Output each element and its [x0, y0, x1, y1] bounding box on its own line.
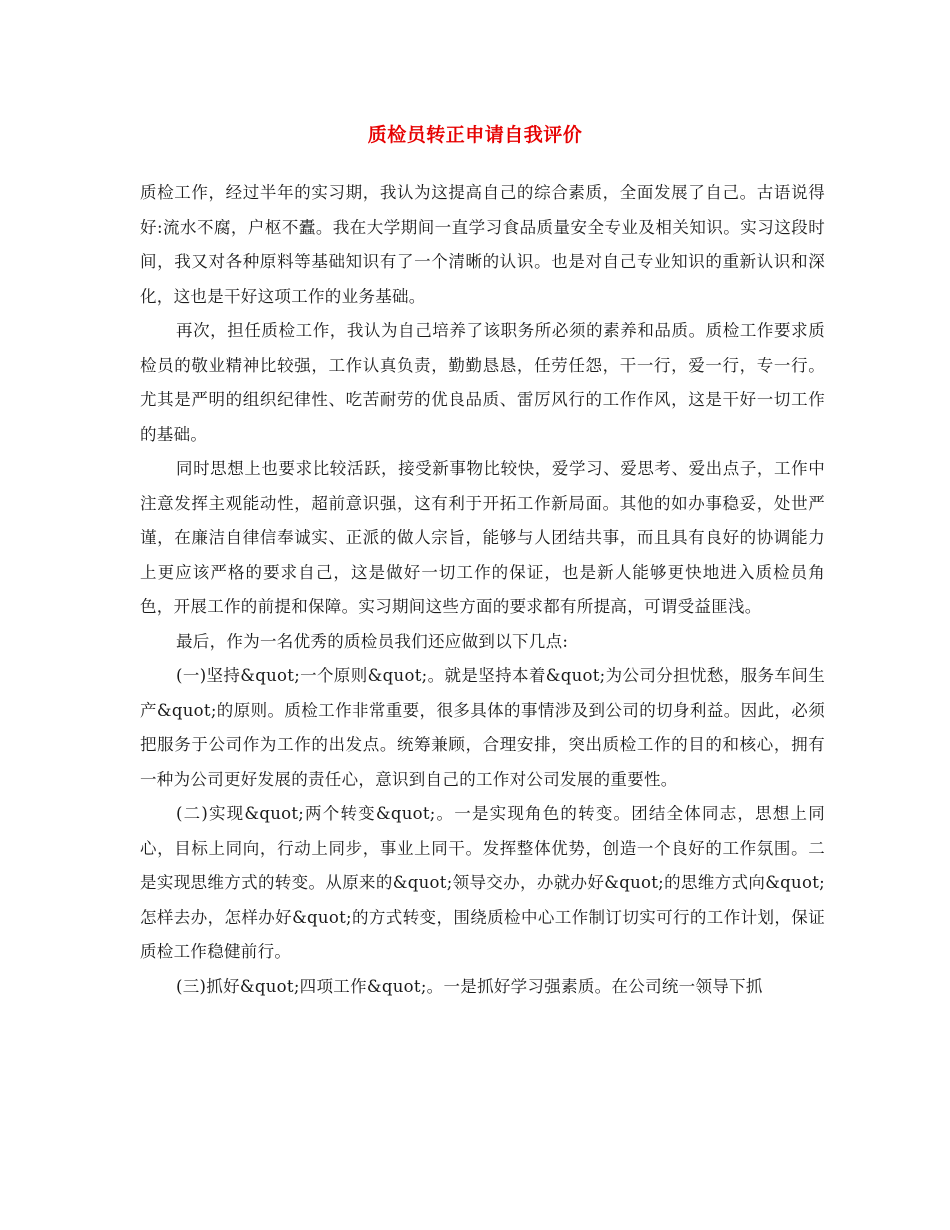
- paragraph-6: (二)实现&quot;两个转变&quot;。一是实现角色的转变。团结全体同志，思想上同心，目标上同向，行动上同步，事业上同干。发挥整体优势，创造一个良好的工作氛围。二是实现思维方式的转变。从原来的&quot;领导交办，办就办好&quot;的思维方式向&quot;怎样去办，怎样办好&quot;的方式转变，围绕质检中心工作制订切实可行的工作计划，保证质检工作稳健前行。: [140, 804, 825, 961]
- paragraph-5: (一)坚持&quot;一个原则&quot;。就是坚持本着&quot;为公司分担忧愁，服务车间生产&quot;的原则。质检工作非常重要，很多具体的事情涉及到公司的切身利益。因此，必须把服务于公司作为工作的出发点。统筹兼顾，合理安排，突出质检工作的目的和核心，拥有一种为公司更好发展的责任心，意识到自己的工作对公司发展的重要性。: [140, 666, 825, 789]
- paragraph-4: 最后，作为一名优秀的质检员我们还应做到以下几点:: [176, 631, 569, 651]
- document-body: [140, 176, 825, 1004]
- paragraph-2: 再次，担任质检工作，我认为自己培养了该职务所必须的素养和品质。质检工作要求质检员的敬业精神比较强，工作认真负责，勤勤恳恳，任劳任怨，干一行，爱一行，专一行。尤其是严明的组织纪律性、吃苦耐劳的优良品质、雷厉风行的工作作风，这是干好一切工作的基础。: [140, 321, 825, 444]
- paragraph-7: (三)抓好&quot;四项工作&quot;。一是抓好学习强素质。在公司统一领导下抓: [176, 976, 763, 996]
- paragraph-1: 质检工作，经过半年的实习期，我认为这提高自己的综合素质，全面发展了自己。古语说得好:流水不腐，户枢不蠹。我在大学期间一直学习食品质量安全专业及相关知识。实习这段时间，我又对各种原料等基础知识有了一个清晰的认识。也是对自己专业知识的重新认识和深化，这也是干好这项工作的业务基础。: [140, 183, 825, 306]
- paragraph-3: 同时思想上也要求比较活跃，接受新事物比较快，爱学习、爱思考、爱出点子，工作中注意发挥主观能动性，超前意识强，这有利于开拓工作新局面。其他的如办事稳妥，处世严谨，在廉洁自律信奉诚实、正派的做人宗旨，能够与人团结共事，而且具有良好的协调能力上更应该严格的要求自己，这是做好一切工作的保证，也是新人能够更快地进入质检员角色，开展工作的前提和保障。实习期间这些方面的要求都有所提高，可谓受益匪浅。: [140, 459, 825, 616]
- document-title: 质检员转正申请自我评价: [367, 124, 583, 146]
